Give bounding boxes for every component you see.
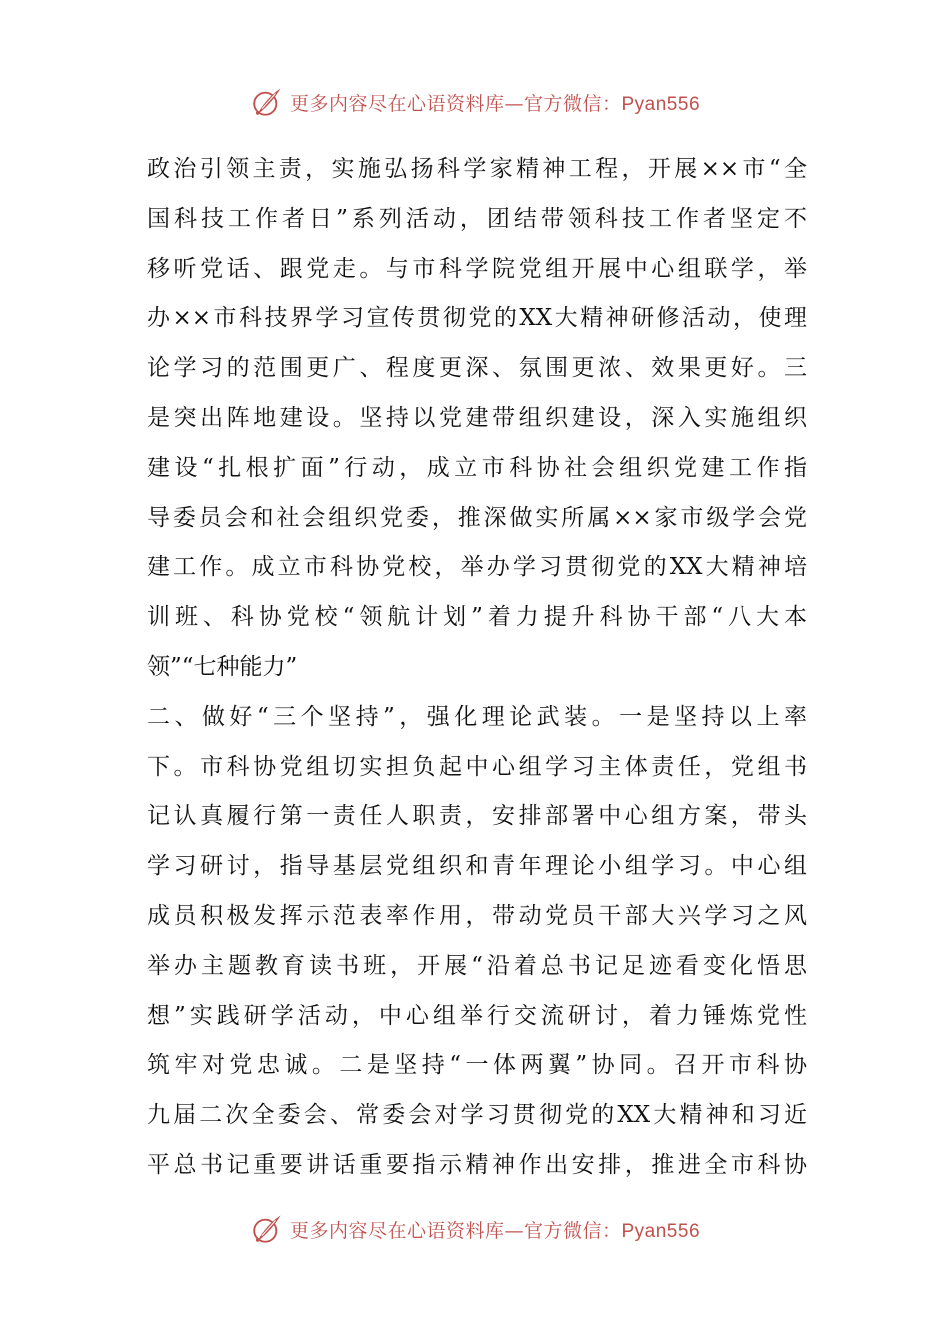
body-line: 平总书记重要讲话重要指示精神作出安排，推进全市科协	[147, 1151, 807, 1178]
body-line: 训班、科协党校“领航计划”着力提升科协干部“八大本	[147, 604, 807, 631]
body-line: 建设“扎根扩面”行动，成立市科协社会组织党建工作指	[147, 454, 807, 481]
body-line: 想”实践研学活动，中心组举行交流研讨，着力锤炼党性	[147, 1002, 807, 1029]
footer-watermark	[0, 1209, 950, 1249]
body-line: 国科技工作者日”系列活动，团结带领科技工作者坚定不	[147, 205, 807, 232]
body-line: 办××市科技界学习宣传贯彻党的XX大精神研修活动，使理	[147, 305, 807, 332]
body-line: 筑牢对党忠诚。二是坚持“一体两翼”协同。召开市科协	[147, 1052, 807, 1079]
quill-pen-circle-icon	[250, 85, 284, 119]
body-line: 建工作。成立市科协党校，举办学习贯彻党的XX大精神培	[147, 554, 807, 581]
body-line: 移听党话、跟党走。与市科学院党组开展中心组联学，举	[147, 255, 807, 282]
body-line: 论学习的范围更广、程度更深、氛围更浓、效果更好。三	[147, 355, 807, 382]
body-line: 学习研讨，指导基层党组织和青年理论小组学习。中心组	[147, 853, 807, 880]
body-line: 九届二次全委会、常委会对学习贯彻党的XX大精神和习近	[147, 1102, 807, 1129]
body-line: 记认真履行第一责任人职责，安排部署中心组方案，带头	[147, 803, 807, 830]
quill-pen-circle-icon	[250, 1212, 284, 1246]
body-line: 举办主题教育读书班，开展“沿着总书记足迹看变化悟思	[147, 952, 807, 979]
watermark-text: 更多内容尽在心语资料库—官方微信：Pyan556	[289, 92, 701, 115]
body-line-paragraph-end: 领”“七种能力”	[147, 653, 298, 680]
body-line: 是突出阵地建设。坚持以党建带组织建设，深入实施组织	[147, 404, 807, 431]
body-line: 政治引领主责，实施弘扬科学家精神工程，开展××市“全	[147, 156, 807, 182]
document-body	[147, 145, 807, 1191]
header-watermark	[0, 82, 950, 122]
body-line: 下。市科协党组切实担负起中心组学习主体责任，党组书	[147, 753, 807, 780]
watermark-text: 更多内容尽在心语资料库—官方微信：Pyan556	[289, 1219, 701, 1242]
body-line-section-heading: 二、做好“三个坚持”，强化理论武装。一是坚持以上率	[147, 703, 807, 730]
body-line: 成员积极发挥示范表率作用，带动党员干部大兴学习之风	[147, 902, 807, 929]
body-line: 导委员会和社会组织党委，推深做实所属××家市级学会党	[147, 504, 807, 531]
